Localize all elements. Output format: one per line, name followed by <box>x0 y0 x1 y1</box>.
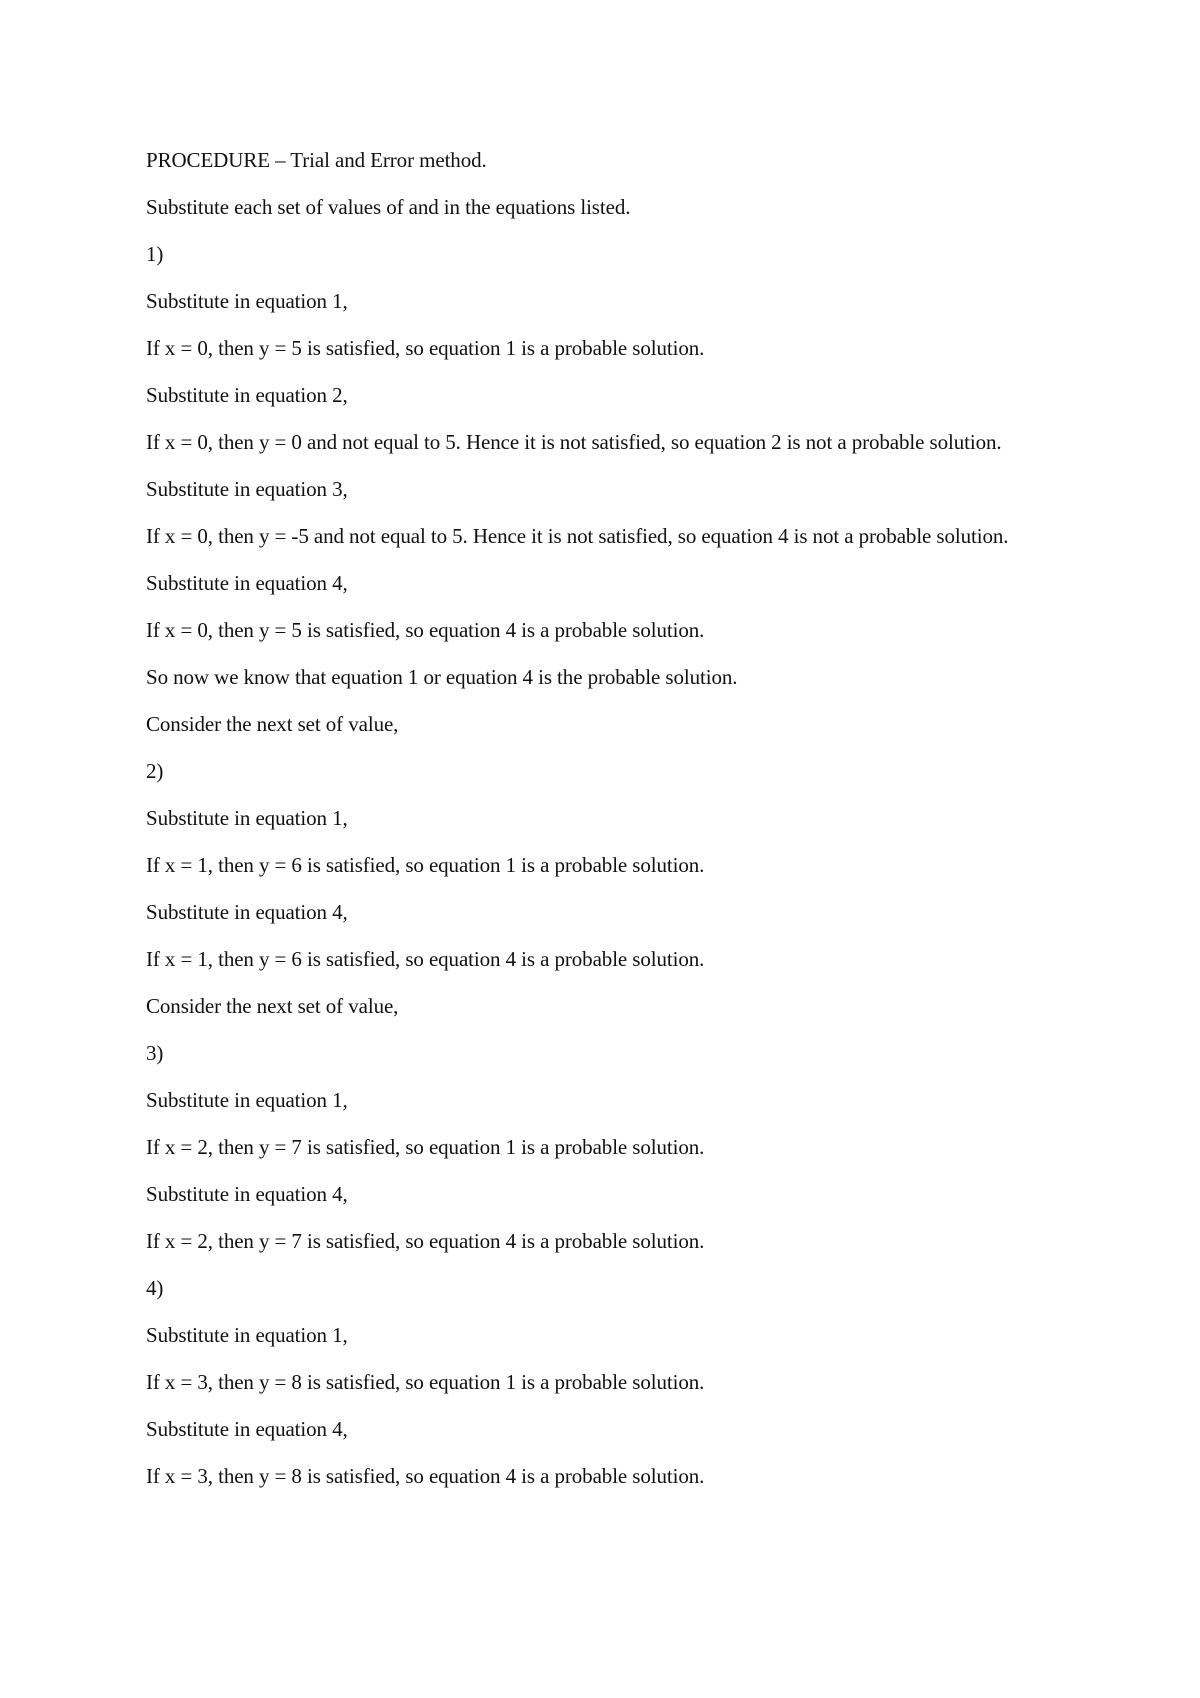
substitute-line: Substitute in equation 4, <box>146 1417 348 1441</box>
result-line: If x = 1, then y = 6 is satisfied, so equation 4 is a probable solution. <box>146 947 705 971</box>
substitute-line: Substitute in equation 1, <box>146 806 348 830</box>
summary-line: So now we know that equation 1 or equation 4 is the probable solution. <box>146 665 738 689</box>
substitute-line: Substitute in equation 1, <box>146 1088 348 1112</box>
result-line: If x = 0, then y = 5 is satisfied, so equation 4 is a probable solution. <box>146 618 705 642</box>
document-body <box>146 145 1062 1508</box>
result-line: If x = 0, then y = 5 is satisfied, so equation 1 is a probable solution. <box>146 336 705 360</box>
substitute-line: Substitute in equation 1, <box>146 1323 348 1347</box>
result-line: If x = 0, then y = 0 and not equal to 5. Hence it is not satisfied, so equation 2 is not a probable solution. <box>146 430 1002 454</box>
procedure-heading: PROCEDURE – Trial and Error method. <box>146 148 487 172</box>
result-line: If x = 1, then y = 6 is satisfied, so equation 1 is a probable solution. <box>146 853 705 877</box>
substitute-line: Substitute in equation 1, <box>146 289 348 313</box>
result-line: If x = 2, then y = 7 is satisfied, so equation 1 is a probable solution. <box>146 1135 705 1159</box>
substitute-line: Substitute in equation 4, <box>146 571 348 595</box>
next-set-line: Consider the next set of value, <box>146 712 399 736</box>
result-line: If x = 2, then y = 7 is satisfied, so equation 4 is a probable solution. <box>146 1229 705 1253</box>
substitute-line: Substitute in equation 2, <box>146 383 348 407</box>
step-number: 4) <box>146 1276 164 1300</box>
substitute-line: Substitute in equation 3, <box>146 477 348 501</box>
next-set-line: Consider the next set of value, <box>146 994 399 1018</box>
step-number: 3) <box>146 1041 164 1065</box>
instruction-text: Substitute each set of values of and in the equations listed. <box>146 195 631 219</box>
step-number: 2) <box>146 759 164 783</box>
result-line: If x = 3, then y = 8 is satisfied, so equation 4 is a probable solution. <box>146 1464 705 1488</box>
result-line: If x = 0, then y = -5 and not equal to 5. Hence it is not satisfied, so equation 4 is not a probable solution. <box>146 524 1009 548</box>
substitute-line: Substitute in equation 4, <box>146 900 348 924</box>
step-number: 1) <box>146 242 164 266</box>
result-line: If x = 3, then y = 8 is satisfied, so equation 1 is a probable solution. <box>146 1370 705 1394</box>
substitute-line: Substitute in equation 4, <box>146 1182 348 1206</box>
